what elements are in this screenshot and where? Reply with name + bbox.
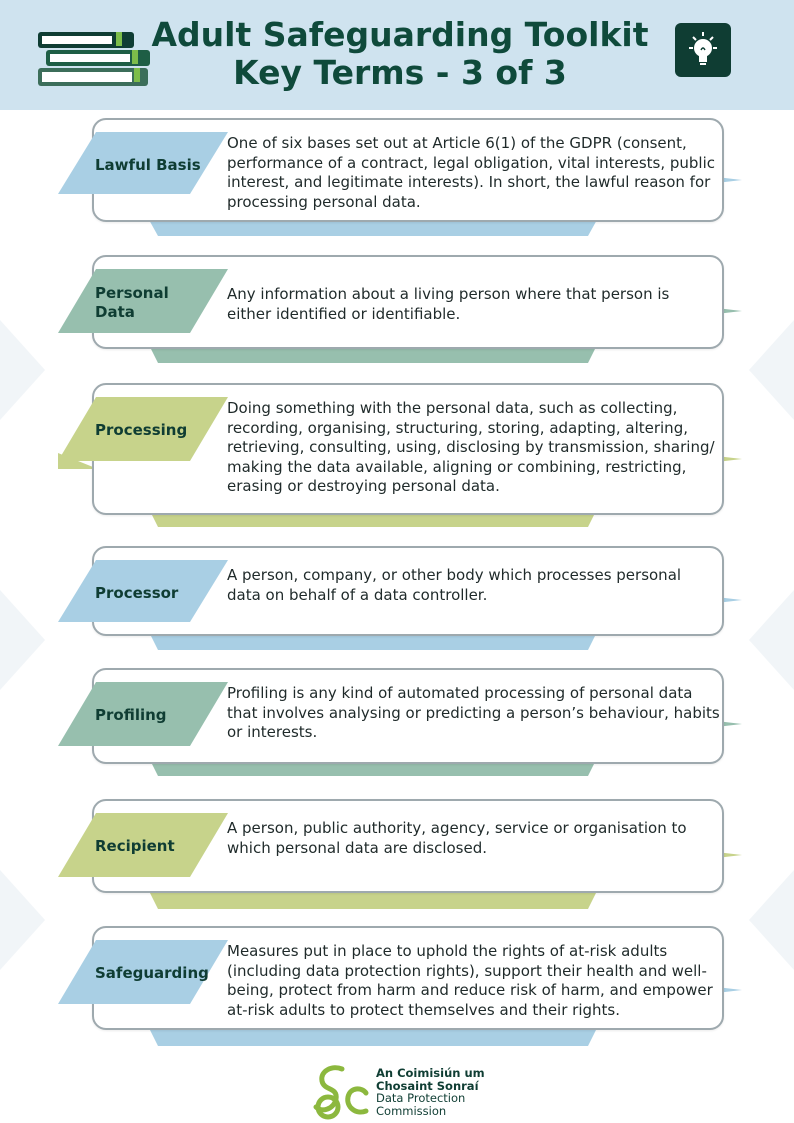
term-definition [227,399,715,497]
term-card-recipient [58,799,742,911]
dpc-logo-icon [312,1063,372,1121]
term-card-safeguarding [58,926,742,1050]
org-line-2: Chosaint Sonraí [376,1078,479,1093]
term-label-line: Personal [95,284,169,302]
term-label-line: Data [95,303,135,321]
title-line-1: Adult Safeguarding Toolkit [151,15,649,54]
definition-line: Doing something with the personal data, such as collecting, [227,399,678,417]
term-card-lawful-basis [58,118,742,238]
header-banner [0,0,794,110]
organisation-name [376,1067,485,1117]
definition-line: (including data protection rights), support their health and well- [227,961,707,980]
definition-line: retrieving, consulting, using, disclosing by transmission, sharing/ [227,438,715,456]
term-card-processing [58,383,742,529]
definition-line: which personal data are disclosed. [227,838,488,857]
org-line-1: An Coimisiún um [376,1066,485,1080]
definition-line: data on behalf of a data controller. [227,585,488,604]
definition-line: being, protect from harm and reduce risk of harm, and empower [227,981,713,999]
definition-line: or interests. [227,723,318,741]
definition-line: recording, organising, structuring, storing, adapting, altering, [227,418,688,437]
definition-line: that involves analysing or predicting a person’s behaviour, habits [227,703,720,722]
page-title [130,16,670,92]
term-definition [227,134,715,212]
lightbulb-icon-box [675,23,731,77]
definition-line: erasing or destroying personal data. [227,477,500,495]
term-label: Safeguarding [95,964,209,982]
org-line-3: Data Protection [376,1091,466,1105]
definition-line: performance of a contract, legal obligation, vital interests, public [227,153,715,172]
definition-line: A person, public authority, agency, service or organisation to [227,819,687,837]
term-label: Lawful Basis [95,156,201,174]
term-definition [227,819,687,858]
term-label: Processor [95,584,179,602]
org-line-4: Commission [376,1103,447,1118]
term-card-profiling [58,668,742,780]
term-definition [227,942,713,1020]
definition-line: A person, company, or other body which processes personal [227,566,682,584]
term-definition [227,566,681,605]
lightbulb-icon [675,23,731,77]
term-card-processor [58,546,742,652]
term-card-personal-data [58,255,742,365]
term-definition [227,684,720,743]
term-label: Recipient [95,837,175,855]
term-label: Processing [95,421,188,439]
definition-line: One of six bases set out at Article 6(1) of the GDPR (consent, [227,134,687,152]
definition-line: Any information about a living person where that person is [227,285,670,303]
title-line-2: Key Terms - 3 of 3 [233,53,567,92]
definition-line: making the data available, aligning or combining, restricting, [227,457,687,476]
definition-line: processing personal data. [227,192,421,211]
definition-line: at-risk adults to protect themselves and their rights. [227,1000,620,1019]
term-definition [227,285,669,324]
definition-line: Profiling is any kind of automated processing of personal data [227,684,693,702]
definition-line: interest, and legitimate interests). In short, the lawful reason for [227,173,711,191]
term-label: Profiling [95,706,167,724]
definition-line: Measures put in place to uphold the rights of at-risk adults [227,942,668,960]
definition-line: either identified or identifiable. [227,304,461,323]
term-label [95,284,169,322]
